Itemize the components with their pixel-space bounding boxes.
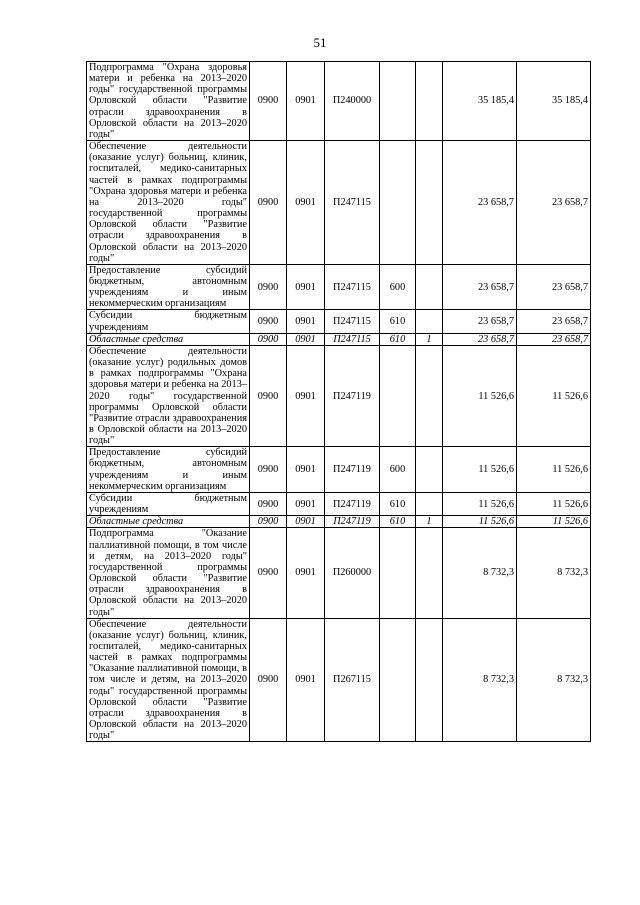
subsection-code: 0901 (287, 618, 325, 742)
amount-2: 8 732,3 (517, 618, 591, 742)
expense-type-code: 610 (380, 516, 416, 528)
amount-1: 11 526,6 (443, 492, 517, 515)
subsection-code: 0901 (287, 492, 325, 515)
funding-code (416, 141, 443, 265)
expense-type-code (380, 618, 416, 742)
target-item-code: П247115 (325, 264, 380, 310)
amount-1: 23 658,7 (443, 141, 517, 265)
section-code: 0900 (250, 516, 287, 528)
section-code: 0900 (250, 492, 287, 515)
amount-2: 11 526,6 (517, 345, 591, 446)
row-description: Субсидии бюджетным учреждениям (87, 310, 250, 333)
amount-1: 11 526,6 (443, 447, 517, 493)
target-item-code: П247119 (325, 516, 380, 528)
expense-type-code: 610 (380, 310, 416, 333)
funding-code (416, 447, 443, 493)
subsection-code: 0901 (287, 528, 325, 618)
funding-code (416, 310, 443, 333)
funding-code (416, 345, 443, 446)
row-description: Подпрограмма "Оказание паллиативной помощи, в том числе и детям, на 2013–2020 годы" государственной программы Орловской области "Развитие отрасли здравоохранения в Орловской области на 2013–2020 годы" (87, 528, 250, 618)
funding-code: 1 (416, 516, 443, 528)
subsection-code: 0901 (287, 447, 325, 493)
table-row (87, 492, 591, 515)
funding-code (416, 264, 443, 310)
amount-2: 11 526,6 (517, 516, 591, 528)
amount-2: 8 732,3 (517, 528, 591, 618)
amount-1: 11 526,6 (443, 345, 517, 446)
funding-code (416, 492, 443, 515)
row-description: Подпрограмма "Охрана здоровья матери и ребенка на 2013–2020 годы" государственной программы Орловской области "Развитие отрасли здравоохранения в Орловской области на 2013–2020 годы" (87, 62, 250, 141)
subsection-code: 0901 (287, 310, 325, 333)
amount-1: 23 658,7 (443, 264, 517, 310)
row-description: Обеспечение деятельности (оказание услуг) больниц, клиник, госпиталей, медико-санитарных частей в рамках подпрограммы "Охрана здоровья матери и ребенка на 2013–2020 годы" государственной программы Орловской области "Развитие отрасли здравоохранения в Орловской области на 2013–2020 годы" (87, 141, 250, 265)
section-code: 0900 (250, 264, 287, 310)
target-item-code: П260000 (325, 528, 380, 618)
expense-type-code (380, 141, 416, 265)
row-description: Предоставление субсидий бюджетным, автономным учреждениям и иным некоммерческим организациям (87, 447, 250, 493)
table-row (87, 264, 591, 310)
expense-type-code: 610 (380, 333, 416, 345)
target-item-code: П247115 (325, 141, 380, 265)
table-row (87, 447, 591, 493)
row-description: Обеспечение деятельности (оказание услуг) больниц, клиник, госпиталей, медико-санитарных частей в рамках подпрограммы "Оказание паллиативной помощи, в том числе и детям, на 2013–2020 годы" государственной программы Орловской области "Развитие отрасли здравоохранения в Орловской области на 2013–2020 годы" (87, 618, 250, 742)
table-row (87, 618, 591, 742)
target-item-code: П240000 (325, 62, 380, 141)
expense-type-code: 610 (380, 492, 416, 515)
amount-2: 11 526,6 (517, 447, 591, 493)
row-description: Областные средства (87, 516, 250, 528)
table-row (87, 345, 591, 446)
subsection-code: 0901 (287, 345, 325, 446)
funding-code (416, 62, 443, 141)
section-code: 0900 (250, 528, 287, 618)
section-code: 0900 (250, 447, 287, 493)
row-description: Предоставление субсидий бюджетным, автономным учреждениям и иным некоммерческим организациям (87, 264, 250, 310)
amount-1: 8 732,3 (443, 528, 517, 618)
amount-1: 23 658,7 (443, 333, 517, 345)
funding-code: 1 (416, 333, 443, 345)
funding-code (416, 618, 443, 742)
amount-1: 23 658,7 (443, 310, 517, 333)
target-item-code: П247115 (325, 310, 380, 333)
table-row (87, 333, 591, 345)
row-description: Субсидии бюджетным учреждениям (87, 492, 250, 515)
funding-code (416, 528, 443, 618)
amount-2: 23 658,7 (517, 310, 591, 333)
amount-2: 23 658,7 (517, 333, 591, 345)
table-row (87, 310, 591, 333)
subsection-code: 0901 (287, 516, 325, 528)
subsection-code: 0901 (287, 264, 325, 310)
subsection-code: 0901 (287, 62, 325, 141)
row-description: Областные средства (87, 333, 250, 345)
amount-2: 23 658,7 (517, 141, 591, 265)
section-code: 0900 (250, 618, 287, 742)
expense-type-code (380, 345, 416, 446)
target-item-code: П267115 (325, 618, 380, 742)
expense-type-code (380, 62, 416, 141)
table-row (87, 141, 591, 265)
amount-2: 11 526,6 (517, 492, 591, 515)
row-description: Обеспечение деятельности (оказание услуг) родильных домов в рамках подпрограммы "Охрана здоровья матери и ребенка на 2013–2020 годы" государственной программы Орловской области "Развитие отрасли здравоохранения в Орловской области на 2013–2020 годы" (87, 345, 250, 446)
target-item-code: П247119 (325, 345, 380, 446)
table-row (87, 62, 591, 141)
expense-type-code: 600 (380, 264, 416, 310)
subsection-code: 0901 (287, 141, 325, 265)
expense-type-code (380, 528, 416, 618)
target-item-code: П247115 (325, 333, 380, 345)
table-body (87, 62, 591, 742)
amount-2: 23 658,7 (517, 264, 591, 310)
section-code: 0900 (250, 62, 287, 141)
subsection-code: 0901 (287, 333, 325, 345)
target-item-code: П247119 (325, 447, 380, 493)
amount-1: 35 185,4 (443, 62, 517, 141)
amount-2: 35 185,4 (517, 62, 591, 141)
table-row (87, 528, 591, 618)
section-code: 0900 (250, 345, 287, 446)
amount-1: 8 732,3 (443, 618, 517, 742)
expense-type-code: 600 (380, 447, 416, 493)
section-code: 0900 (250, 333, 287, 345)
section-code: 0900 (250, 141, 287, 265)
amount-1: 11 526,6 (443, 516, 517, 528)
budget-table (86, 61, 591, 742)
section-code: 0900 (250, 310, 287, 333)
table-row (87, 516, 591, 528)
page-number: 51 (313, 35, 327, 50)
target-item-code: П247119 (325, 492, 380, 515)
